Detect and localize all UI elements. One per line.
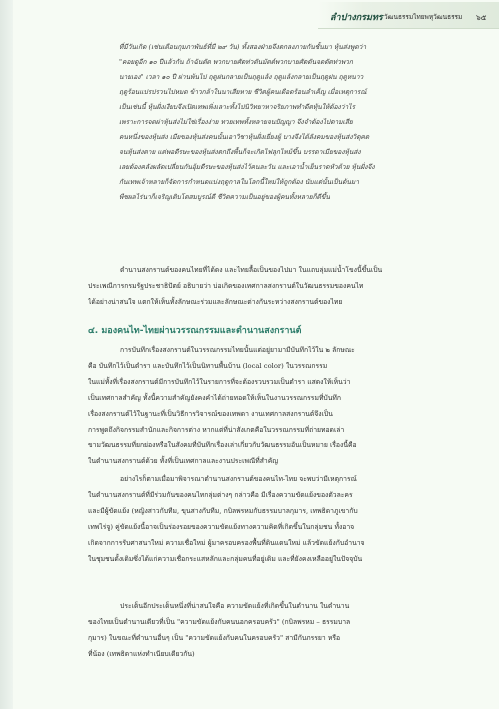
paragraph-line: เรื่องสงกรานต์ไว้ในฐานะที่เป็นวิธีการวิจารณ์ของเทพดา งานเทศกาลสงกรานต์จึงเป็น bbox=[88, 409, 333, 418]
section-heading: ๔. มองคนไท-ไทยผ่านวรรณกรรมและตำนานสงกรานต์ bbox=[88, 326, 302, 336]
paragraph-line: ได้อย่างน่าสนใจ แตกให้เห็นทั้งลักษณะร่วมและลักษณะต่างกันระหว่างสงกรานต์ของไทย bbox=[88, 297, 343, 306]
page-edge-shade bbox=[0, 0, 13, 709]
quote-line: เพราะการจดผ่าหุ้นส่งไม่ใช่เรื่องง่าย ทวยเทพทั้งหลายจนปัญญา จึงจำต้องไปตามเสีย bbox=[119, 118, 353, 126]
paragraph-line: เกิดจากการรับศาสนาใหม่ ความเชื่อใหม่ ผู้มาครอบครองพื้นที่ดินแดนใหม่ แล้วขัดแย้งกับอำนาจ bbox=[88, 538, 365, 547]
quote-line: "คอยดูอีก ๑๐ ปีแล้วกัน ถ้าฉันตัด พวกบายศัตท่วตันมัตต์พวกบายศัตตันจดตัตท่วพวก bbox=[119, 58, 353, 66]
paragraph-line: ในตำนานสงกรานต์ด้วย ทั้งที่เป็นเทศกาลและงานประเพณีที่สำคัญ bbox=[88, 457, 279, 466]
quote-line: นายเอง" เวลา ๑๐ ปี ผ่านพ้นไป ฤดูฝนกลายเป็นฤดูแล้ง ฤดูแล้งกลายเป็นฤดูฝน ฤดูหนาว bbox=[119, 73, 364, 81]
quote-line: ที่มีวันเกิด (เช่นเดือนกุมภาพันธ์ที่มี ๒๙ วัน) ทั้งสองฝ่ายจึงตกลงภายกันชั้นมา หุ้นส่งพูดว่า bbox=[119, 43, 367, 51]
quote-line: ฤดูร้อนแปรปรวนไปหมด ข้าวกล้าในนาเสียหาย ชีวิตผู้คนเดือดร้อนลำเค็ญ เมื่อเหตุการณ์ bbox=[119, 88, 367, 96]
quote-line: เลยต้องคลังผลัดเปลี่ยนกันอุ้มตีรษะของหุ้นส่งไว้คนละวัน และเอาน้ำเย็นราดหัวด้วย หุ้นฝั่งจึง bbox=[119, 163, 375, 171]
paragraph-line: ในชุมชนดั้งเดิมซึ่งได้แก่ความเชื่อกระแสหลักและกลุ่มคนที่อยู่เดิม และที่ยังคงเหลืออยู่ในปัจจุบัน bbox=[88, 554, 363, 563]
quote-line: จนหุ้นส่งตาย แต่พอตีรษะของหุ้นส่งตกถึงพื้นก็จะเกิดไฟลุกไหม้ขึ้น บรรดาเมียของหุ้นส่ง bbox=[119, 148, 361, 156]
paragraph-line: ตำนานสงกรานต์ของคนไทยที่ได้ดง และไทยลื้อเป็นของไปมา ในแถบลุ่มแม่น้ำโขงนี้ขึ้นเป็น bbox=[120, 266, 383, 274]
paragraph-line: เทพไร่จู) คู่ขัดแย้งนี้อาจเป็นร่องรอยของความขัดแย้งทางความคิดที่เกิดขึ้นในกลุ่มชน ทั้งอาจ bbox=[88, 522, 355, 531]
paragraph-line: และมีผู้ขัดแย้ง (หญิงสาวกับทีม, ขุนสางกับทีม, กบิลพรหมกับธรรมบาลกุมาร, เทพธิดาภูเขากับ bbox=[88, 506, 358, 515]
paragraph-conflict bbox=[88, 472, 474, 567]
paragraph-line: ขามวัฒนธรรมที่ยกย่องหรือในสังคมที่บันทึกเรื่องเล่าเกี่ยวกับวัฒนธรรมอันเป็นหมาย เรื่องนี้คือ bbox=[88, 441, 357, 450]
quote-line: คนหนึ่งของหุ้นส่ง เมียของหุ้นส่งคนนั้นเอาวิชาหุ้นฝั่งเยี่ยงผู้ บางจึงได้ลังคมของหุ้นส่งวิตุคด bbox=[119, 133, 370, 141]
paragraph-line: ของไทยเป็นตำนานเดียวที่เป็น "ความขัดแย้งกับคนนอกครอบครัว" (กบิลพรหม – ธรรมบาล bbox=[88, 617, 351, 626]
header-title: วัฒนธรรมไทยพหุวัฒนธรรม bbox=[384, 13, 463, 21]
paragraph-line: ประเพณีการกรมรัฐประชาธิปัตย์ อธิบายว่า บ่อเกิดของเทศกาลสงกรานต์ในวัฒนธรรมของคนไท bbox=[88, 281, 364, 290]
paragraph-line: กุมาร) ในขณะที่ตำนานอื่นๆ เป็น "ความขัดแย้งกับคนในครอบครัว" สามีกับภรรยา หรือ bbox=[88, 633, 341, 642]
paragraph-line: ในตำนานสงกรานต์ที่มีร่วมกันของคนไทกลุ่มต่างๆ กล่าวคือ มีเรื่องความขัดแย้งของตัวละคร bbox=[88, 490, 353, 499]
paragraph-line: อย่างไรก็ตามเมื่อมาพิจารณาตำนานสงกรานต์ของคนไท-ไทย จะพบว่ามีเหตุการณ์ bbox=[120, 475, 357, 483]
paragraph-line: คือ บันทึกไว้เป็นตำรา และบันทึกไว้เป็นนิทานพื้นบ้าน (local color) ในวรรณกรรม bbox=[88, 361, 328, 370]
paragraph-family-conflict bbox=[88, 599, 474, 663]
paragraph-line: เป็นเทศกาลสำคัญ ทั้งนี้ความสำคัญยังคงคำได้ถ่ายทอดให้เห็นในงานวรรณกรรมที่บันทึก bbox=[88, 393, 341, 402]
header-logo: ลำปางกรมทร bbox=[330, 13, 383, 23]
paragraph-line: การบันทึกเรื่องสงกรานต์ในวรรณกรรมไทยนั้นแต่อยู่ยามามีบันทึกไว้ใน ๒ ลักษณะ bbox=[120, 346, 355, 354]
paragraph-recording bbox=[88, 343, 474, 470]
quote-line: พืชผลไร่นาก็เจริญเติบโตสมบูรณ์ดี ชีวิตความเป็นอยู่ของผู้คนทั้งหลายก็ดีขึ้น bbox=[119, 193, 330, 201]
paragraph-intro bbox=[88, 263, 474, 311]
quoted-legend-block bbox=[119, 40, 473, 205]
quote-line: กันเทพเจ้าหลายก็จัดการกำหนดแบ่งฤดูกาลในโลกนี้ใหม่ให้ถูกต้อง นับแต่นั้นเป็นต้นมา bbox=[119, 178, 359, 186]
paragraph-line: ที่น้อง (เทพธิดาแห่งทำเนียบเดียวกัน) bbox=[88, 649, 195, 658]
quote-line: เป็นเช่นนี้ หุ้นฝั่งเงียบจึงเปิดเทพเพิ่งเลาะทั้งไปนิวิทยาหาจริยภาพทำดีตทุ้นให้ต้องว่าไร bbox=[119, 103, 356, 111]
paragraph-line: ในแม่ทั้งที่เรื่องสงกรานต์มีการบันทึกไว้ในรายการที่จะต้องรวบรวมเป็นตำรา แสดงให้เห็นว่า bbox=[88, 377, 351, 386]
paragraph-line: ประเด็นอีกประเด็นหนึ่งที่น่าสนใจคือ ความขัดแย้งที่เกิดขึ้นในตำนาน ในตำนาน bbox=[120, 602, 350, 610]
paragraph-line: การพูดถึงกิจกรรมสำนักและกิจการต่าง หากแต่ที่น่าสังเกตคือในวรรณกรรมที่ถ่ายทอดเล่า bbox=[88, 425, 345, 434]
page-number: ๖๕ bbox=[476, 13, 487, 22]
